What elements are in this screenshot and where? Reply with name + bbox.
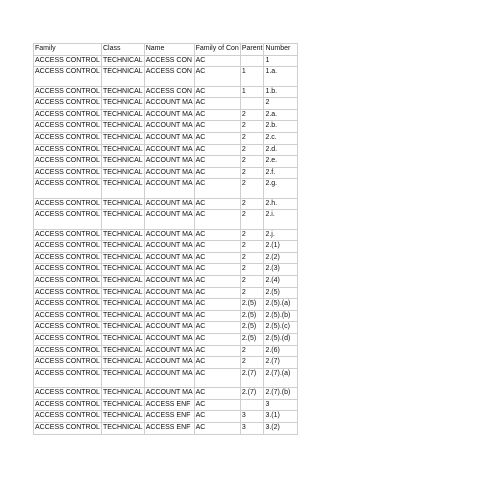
cell-family-of-controls[interactable]: AC — [194, 299, 240, 311]
cell-number[interactable]: 1.b. — [264, 86, 298, 98]
cell-family[interactable]: ACCESS CONTROL — [34, 276, 102, 288]
cell-family[interactable]: ACCESS CONTROL — [34, 411, 102, 423]
cell-name[interactable]: ACCOUNT MA — [144, 132, 194, 144]
cell-parent[interactable]: 2 — [240, 357, 264, 369]
table-row — [34, 109, 298, 121]
cell-family-of-controls[interactable]: AC — [194, 423, 240, 435]
spreadsheet-table — [33, 43, 298, 435]
cell-class[interactable]: TECHNICAL — [102, 210, 145, 229]
cell-name[interactable]: ACCOUNT MA — [144, 109, 194, 121]
cell-class[interactable]: TECHNICAL — [102, 98, 145, 110]
table-row — [34, 411, 298, 423]
cell-number[interactable]: 1.a. — [264, 67, 298, 86]
cell-family-of-controls[interactable]: AC — [194, 345, 240, 357]
cell-name[interactable]: ACCOUNT MA — [144, 179, 194, 198]
cell-name[interactable]: ACCOUNT MA — [144, 252, 194, 264]
cell-parent[interactable] — [240, 399, 264, 411]
cell-family[interactable]: ACCESS CONTROL — [34, 287, 102, 299]
cell-name[interactable]: ACCOUNT MA — [144, 299, 194, 311]
header-cell-name[interactable]: Name — [144, 44, 194, 56]
cell-name[interactable]: ACCOUNT MA — [144, 276, 194, 288]
cell-parent[interactable]: 2 — [240, 276, 264, 288]
cell-family[interactable]: ACCESS CONTROL — [34, 98, 102, 110]
cell-parent[interactable] — [240, 55, 264, 67]
cell-family[interactable]: ACCESS CONTROL — [34, 229, 102, 241]
cell-number[interactable]: 2.f. — [264, 167, 298, 179]
cell-family[interactable]: ACCESS CONTROL — [34, 144, 102, 156]
table-row — [34, 310, 298, 322]
cell-parent[interactable] — [240, 98, 264, 110]
cell-class[interactable]: TECHNICAL — [102, 132, 145, 144]
table-row — [34, 322, 298, 334]
cell-parent[interactable]: 2.(5) — [240, 322, 264, 334]
cell-family-of-controls[interactable]: AC — [194, 276, 240, 288]
cell-family-of-controls[interactable]: AC — [194, 357, 240, 369]
cell-number[interactable]: 2.g. — [264, 179, 298, 198]
cell-number[interactable]: 2.(7).(a) — [264, 368, 298, 387]
cell-name[interactable]: ACCESS ENF — [144, 399, 194, 411]
cell-parent[interactable]: 2 — [240, 287, 264, 299]
cell-family-of-controls[interactable]: AC — [194, 198, 240, 210]
header-cell-family-of-controls[interactable]: Family of Con — [194, 44, 240, 56]
cell-parent[interactable]: 2 — [240, 345, 264, 357]
cell-name[interactable]: ACCOUNT MA — [144, 287, 194, 299]
table-row — [34, 399, 298, 411]
cell-family-of-controls[interactable]: AC — [194, 368, 240, 387]
cell-name[interactable]: ACCOUNT MA — [144, 322, 194, 334]
cell-number[interactable]: 2.(5).(b) — [264, 310, 298, 322]
cell-family-of-controls[interactable]: AC — [194, 388, 240, 400]
cell-parent[interactable]: 2.(5) — [240, 310, 264, 322]
table-row — [34, 287, 298, 299]
cell-family[interactable]: ACCESS CONTROL — [34, 357, 102, 369]
cell-class[interactable]: TECHNICAL — [102, 345, 145, 357]
table-row — [34, 121, 298, 133]
table-row — [34, 132, 298, 144]
cell-class[interactable]: TECHNICAL — [102, 198, 145, 210]
cell-number[interactable]: 3 — [264, 399, 298, 411]
cell-number[interactable]: 3.(2) — [264, 423, 298, 435]
table-row — [34, 334, 298, 346]
cell-name[interactable]: ACCESS CON — [144, 55, 194, 67]
table-row — [34, 388, 298, 400]
cell-class[interactable]: TECHNICAL — [102, 55, 145, 67]
cell-family-of-controls[interactable]: AC — [194, 109, 240, 121]
cell-family[interactable]: ACCESS CONTROL — [34, 121, 102, 133]
cell-number[interactable]: 2.d. — [264, 144, 298, 156]
table-row — [34, 198, 298, 210]
table-row — [34, 368, 298, 387]
cell-number[interactable]: 2.(6) — [264, 345, 298, 357]
cell-family-of-controls[interactable]: AC — [194, 156, 240, 168]
cell-name[interactable]: ACCOUNT MA — [144, 144, 194, 156]
cell-name[interactable]: ACCOUNT MA — [144, 198, 194, 210]
cell-family-of-controls[interactable]: AC — [194, 179, 240, 198]
cell-class[interactable]: TECHNICAL — [102, 109, 145, 121]
cell-family-of-controls[interactable]: AC — [194, 310, 240, 322]
cell-name[interactable]: ACCOUNT MA — [144, 264, 194, 276]
cell-parent[interactable]: 2 — [240, 144, 264, 156]
cell-parent[interactable]: 2 — [240, 109, 264, 121]
cell-family[interactable]: ACCESS CONTROL — [34, 179, 102, 198]
cell-class[interactable]: TECHNICAL — [102, 252, 145, 264]
cell-name[interactable]: ACCESS CON — [144, 86, 194, 98]
cell-parent[interactable]: 2.(7) — [240, 388, 264, 400]
cell-class[interactable]: TECHNICAL — [102, 156, 145, 168]
cell-family[interactable]: ACCESS CONTROL — [34, 86, 102, 98]
cell-name[interactable]: ACCOUNT MA — [144, 357, 194, 369]
cell-family-of-controls[interactable]: AC — [194, 144, 240, 156]
cell-parent[interactable]: 2.(5) — [240, 334, 264, 346]
cell-family-of-controls[interactable]: AC — [194, 264, 240, 276]
cell-number[interactable]: 2 — [264, 98, 298, 110]
table-row — [34, 357, 298, 369]
cell-name[interactable]: ACCOUNT MA — [144, 156, 194, 168]
cell-number[interactable]: 2.(2) — [264, 252, 298, 264]
header-cell-family[interactable]: Family — [34, 44, 102, 56]
cell-number[interactable]: 2.(5).(d) — [264, 334, 298, 346]
cell-family[interactable]: ACCESS CONTROL — [34, 109, 102, 121]
cell-family[interactable]: ACCESS CONTROL — [34, 423, 102, 435]
cell-number[interactable]: 2.(7).(b) — [264, 388, 298, 400]
header-row — [34, 44, 298, 56]
cell-number[interactable]: 1 — [264, 55, 298, 67]
cell-family[interactable]: ACCESS CONTROL — [34, 67, 102, 86]
cell-class[interactable]: TECHNICAL — [102, 241, 145, 253]
cell-name[interactable]: ACCOUNT MA — [144, 334, 194, 346]
cell-name[interactable]: ACCOUNT MA — [144, 310, 194, 322]
cell-family-of-controls[interactable]: AC — [194, 252, 240, 264]
cell-parent[interactable]: 2 — [240, 132, 264, 144]
cell-name[interactable]: ACCESS CON — [144, 67, 194, 86]
cell-number[interactable]: 2.(3) — [264, 264, 298, 276]
cell-class[interactable]: TECHNICAL — [102, 423, 145, 435]
cell-number[interactable]: 2.(5).(c) — [264, 322, 298, 334]
cell-class[interactable]: TECHNICAL — [102, 264, 145, 276]
cell-family-of-controls[interactable]: AC — [194, 132, 240, 144]
cell-name[interactable]: ACCOUNT MA — [144, 121, 194, 133]
cell-number[interactable]: 2.j. — [264, 229, 298, 241]
table-row — [34, 167, 298, 179]
cell-class[interactable]: TECHNICAL — [102, 411, 145, 423]
cell-class[interactable]: TECHNICAL — [102, 67, 145, 86]
cell-family-of-controls[interactable]: AC — [194, 86, 240, 98]
cell-parent[interactable]: 3 — [240, 411, 264, 423]
cell-parent[interactable]: 2 — [240, 210, 264, 229]
cell-family[interactable]: ACCESS CONTROL — [34, 368, 102, 387]
cell-number[interactable]: 2.a. — [264, 109, 298, 121]
header-cell-parent[interactable]: Parent — [240, 44, 264, 56]
table-row — [34, 229, 298, 241]
cell-number[interactable]: 2.(4) — [264, 276, 298, 288]
cell-class[interactable]: TECHNICAL — [102, 121, 145, 133]
cell-parent[interactable]: 2.(5) — [240, 299, 264, 311]
header-cell-class[interactable]: Class — [102, 44, 145, 56]
cell-family[interactable]: ACCESS CONTROL — [34, 399, 102, 411]
cell-class[interactable]: TECHNICAL — [102, 357, 145, 369]
cell-family[interactable]: ACCESS CONTROL — [34, 388, 102, 400]
cell-family-of-controls[interactable]: AC — [194, 287, 240, 299]
cell-family[interactable]: ACCESS CONTROL — [34, 55, 102, 67]
table-row — [34, 98, 298, 110]
cell-class[interactable]: TECHNICAL — [102, 276, 145, 288]
cell-name[interactable]: ACCESS ENF — [144, 423, 194, 435]
cell-class[interactable]: TECHNICAL — [102, 334, 145, 346]
cell-name[interactable]: ACCOUNT MA — [144, 229, 194, 241]
cell-family[interactable]: ACCESS CONTROL — [34, 345, 102, 357]
cell-class[interactable]: TECHNICAL — [102, 399, 145, 411]
cell-parent[interactable]: 3 — [240, 423, 264, 435]
cell-family[interactable]: ACCESS CONTROL — [34, 167, 102, 179]
cell-class[interactable]: TECHNICAL — [102, 167, 145, 179]
cell-parent[interactable]: 1 — [240, 86, 264, 98]
cell-name[interactable]: ACCOUNT MA — [144, 210, 194, 229]
cell-number[interactable]: 2.(5).(a) — [264, 299, 298, 311]
cell-name[interactable]: ACCESS ENF — [144, 411, 194, 423]
cell-parent[interactable]: 2.(7) — [240, 368, 264, 387]
cell-class[interactable]: TECHNICAL — [102, 368, 145, 387]
cell-class[interactable]: TECHNICAL — [102, 86, 145, 98]
cell-class[interactable]: TECHNICAL — [102, 144, 145, 156]
table-row — [34, 179, 298, 198]
cell-family[interactable]: ACCESS CONTROL — [34, 264, 102, 276]
cell-family[interactable]: ACCESS CONTROL — [34, 252, 102, 264]
cell-family-of-controls[interactable]: AC — [194, 399, 240, 411]
table-row — [34, 423, 298, 435]
cell-parent[interactable]: 2 — [240, 156, 264, 168]
cell-number[interactable]: 2.c. — [264, 132, 298, 144]
table-row — [34, 241, 298, 253]
cell-parent[interactable]: 2 — [240, 121, 264, 133]
cell-number[interactable]: 2.(5) — [264, 287, 298, 299]
cell-family[interactable]: ACCESS CONTROL — [34, 322, 102, 334]
cell-class[interactable]: TECHNICAL — [102, 229, 145, 241]
cell-family-of-controls[interactable]: AC — [194, 167, 240, 179]
cell-name[interactable]: ACCOUNT MA — [144, 368, 194, 387]
cell-number[interactable]: 2.e. — [264, 156, 298, 168]
cell-family-of-controls[interactable]: AC — [194, 322, 240, 334]
cell-class[interactable]: TECHNICAL — [102, 310, 145, 322]
cell-class[interactable]: TECHNICAL — [102, 179, 145, 198]
table-row — [34, 156, 298, 168]
cell-parent[interactable]: 2 — [240, 198, 264, 210]
cell-parent[interactable]: 2 — [240, 252, 264, 264]
table-row — [34, 345, 298, 357]
cell-name[interactable]: ACCOUNT MA — [144, 98, 194, 110]
table-row — [34, 252, 298, 264]
cell-family-of-controls[interactable]: AC — [194, 241, 240, 253]
table-row — [34, 276, 298, 288]
cell-family[interactable]: ACCESS CONTROL — [34, 310, 102, 322]
cell-number[interactable]: 3.(1) — [264, 411, 298, 423]
cell-name[interactable]: ACCOUNT MA — [144, 167, 194, 179]
cell-number[interactable]: 2.b. — [264, 121, 298, 133]
table-row — [34, 144, 298, 156]
cell-family-of-controls[interactable]: AC — [194, 121, 240, 133]
cell-parent[interactable]: 2 — [240, 229, 264, 241]
cell-name[interactable]: ACCOUNT MA — [144, 345, 194, 357]
header-cell-number[interactable]: Number — [264, 44, 298, 56]
table-row — [34, 299, 298, 311]
cell-family-of-controls[interactable]: AC — [194, 229, 240, 241]
cell-family[interactable]: ACCESS CONTROL — [34, 198, 102, 210]
cell-class[interactable]: TECHNICAL — [102, 388, 145, 400]
cell-family-of-controls[interactable]: AC — [194, 67, 240, 86]
cell-number[interactable]: 2.(1) — [264, 241, 298, 253]
cell-parent[interactable]: 1 — [240, 67, 264, 86]
cell-class[interactable]: TECHNICAL — [102, 322, 145, 334]
cell-family-of-controls[interactable]: AC — [194, 210, 240, 229]
cell-family-of-controls[interactable]: AC — [194, 411, 240, 423]
cell-family-of-controls[interactable]: AC — [194, 334, 240, 346]
table-row — [34, 55, 298, 67]
cell-family[interactable]: ACCESS CONTROL — [34, 334, 102, 346]
cell-class[interactable]: TECHNICAL — [102, 287, 145, 299]
cell-class[interactable]: TECHNICAL — [102, 299, 145, 311]
table-row — [34, 67, 298, 86]
cell-family-of-controls[interactable]: AC — [194, 55, 240, 67]
cell-parent[interactable]: 2 — [240, 264, 264, 276]
cell-name[interactable]: ACCOUNT MA — [144, 241, 194, 253]
cell-family[interactable]: ACCESS CONTROL — [34, 132, 102, 144]
cell-parent[interactable]: 2 — [240, 167, 264, 179]
cell-family-of-controls[interactable]: AC — [194, 98, 240, 110]
cell-parent[interactable]: 2 — [240, 179, 264, 198]
cell-family[interactable]: ACCESS CONTROL — [34, 299, 102, 311]
cell-parent[interactable]: 2 — [240, 241, 264, 253]
cell-name[interactable]: ACCOUNT MA — [144, 388, 194, 400]
cell-family[interactable]: ACCESS CONTROL — [34, 156, 102, 168]
cell-family[interactable]: ACCESS CONTROL — [34, 210, 102, 229]
cell-number[interactable]: 2.i. — [264, 210, 298, 229]
cell-number[interactable]: 2.h. — [264, 198, 298, 210]
table-row — [34, 210, 298, 229]
table-body — [34, 44, 298, 435]
cell-number[interactable]: 2.(7) — [264, 357, 298, 369]
table-row — [34, 264, 298, 276]
cell-family[interactable]: ACCESS CONTROL — [34, 241, 102, 253]
table-row — [34, 86, 298, 98]
